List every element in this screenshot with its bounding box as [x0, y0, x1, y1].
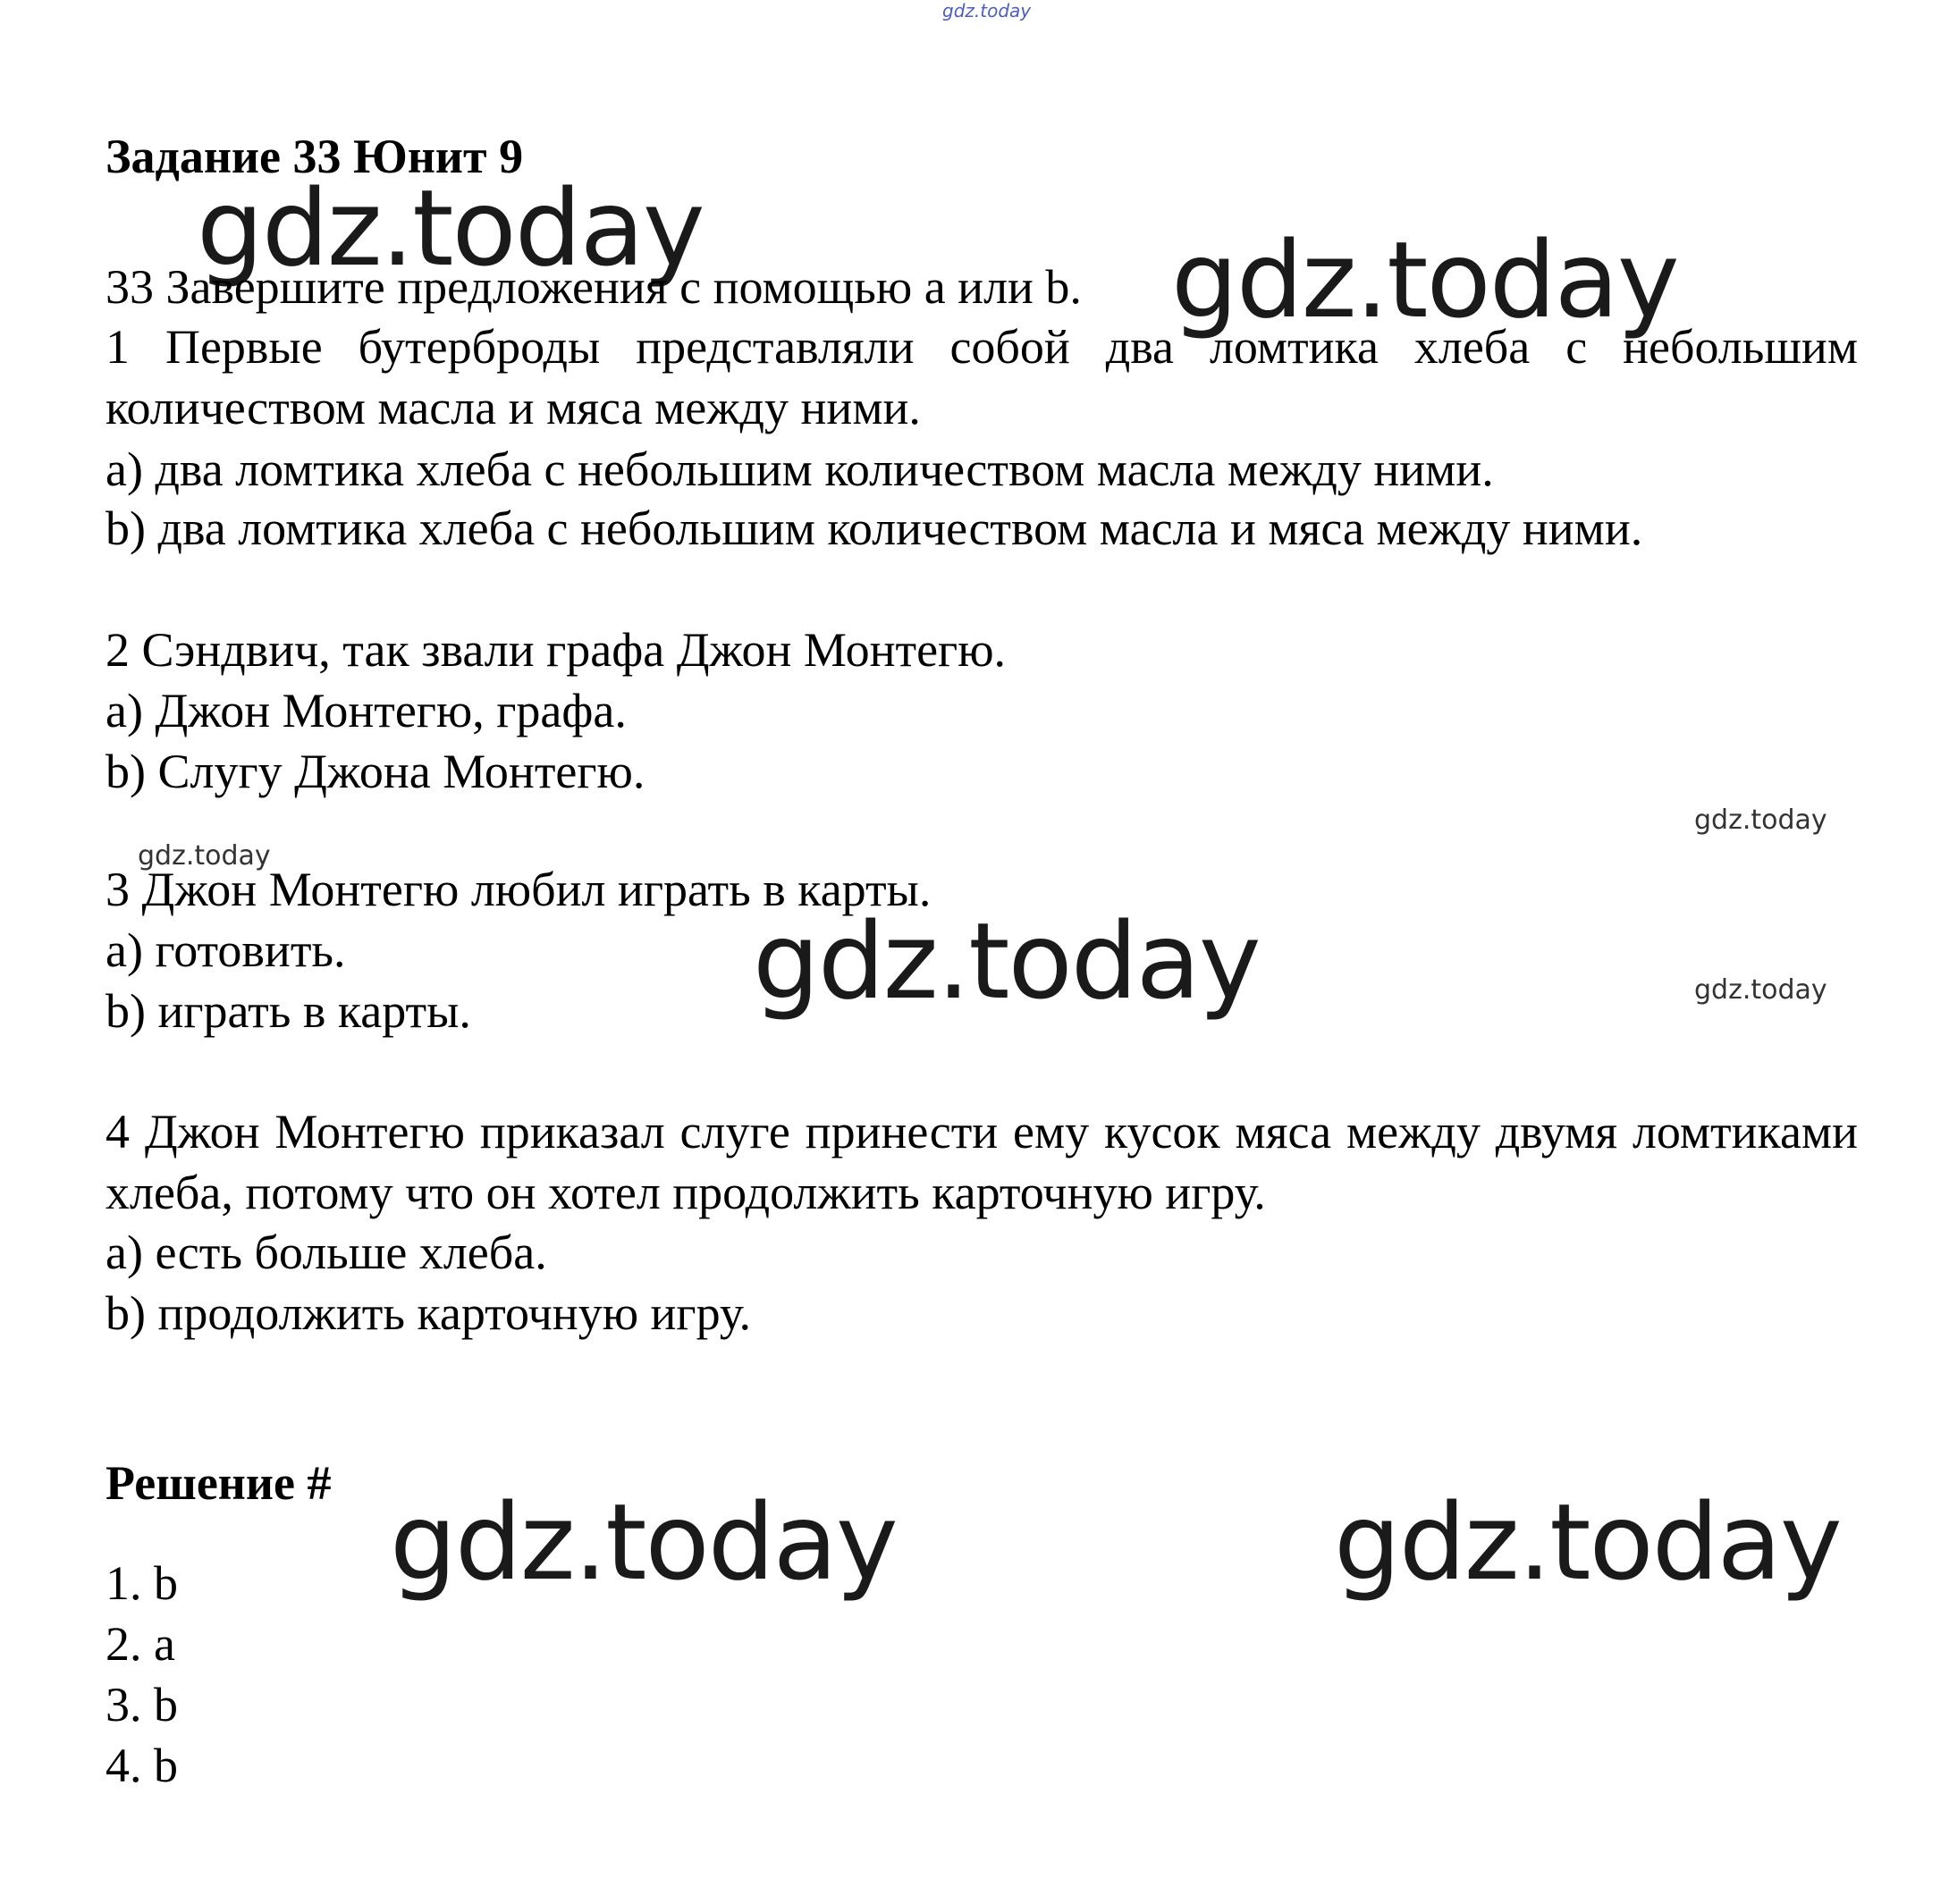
question-1-prompt: 1 Первые бутерброды представляли собой два ломтика хлеба с небольшим количеством масла и мяса между ними. — [105, 320, 1858, 434]
question-4-prompt: 4 Джон Монтегю приказал слуге принести ему кусок мяса между двумя ломтиками хлеба, потому что он хотел продолжить карточную игру. — [105, 1105, 1858, 1219]
question-2-option-b: b) Слугу Джона Монтегю. — [105, 745, 645, 798]
solution-heading: Решение # — [105, 1456, 332, 1510]
answer-2: 2. a — [105, 1617, 175, 1671]
watermark-large: gdz.today — [753, 899, 1260, 1023]
watermark-small: gdz.today — [138, 840, 271, 872]
task-instruction: 33 Завершите предложения с помощью a или b. — [105, 260, 1082, 314]
question-1-option-b: b) два ломтика хлеба с небольшим количеством масла и мяса между ними. — [105, 501, 1643, 555]
question-2-prompt: 2 Сэндвич, так звали графа Джон Монтегю. — [105, 623, 1007, 677]
answer-3: 3. b — [105, 1678, 178, 1731]
page-title: Задание 33 Юнит 9 — [105, 130, 524, 183]
watermark-large: gdz.today — [1334, 1480, 1841, 1604]
watermark-large: gdz.today — [390, 1480, 897, 1604]
watermark-top: gdz.today — [942, 0, 1032, 21]
watermark-large: gdz.today — [197, 166, 704, 290]
question-3-prompt: 3 Джон Монтегю любил играть в карты. — [105, 863, 932, 916]
question-2-option-a: a) Джон Монтегю, графа. — [105, 684, 627, 737]
question-3-option-b: b) играть в карты. — [105, 984, 471, 1038]
watermark-large: gdz.today — [1171, 218, 1678, 341]
question-4-option-b: b) продолжить карточную игру. — [105, 1286, 751, 1340]
question-1-option-a: a) два ломтика хлеба с небольшим количеством масла между ними. — [105, 442, 1494, 496]
answer-1: 1. b — [105, 1556, 178, 1610]
question-3-option-a: a) готовить. — [105, 923, 346, 977]
watermark-small: gdz.today — [1694, 974, 1827, 1006]
question-4-option-a: a) есть больше хлеба. — [105, 1226, 547, 1279]
watermark-small: gdz.today — [1694, 805, 1827, 836]
answer-4: 4. b — [105, 1739, 178, 1792]
